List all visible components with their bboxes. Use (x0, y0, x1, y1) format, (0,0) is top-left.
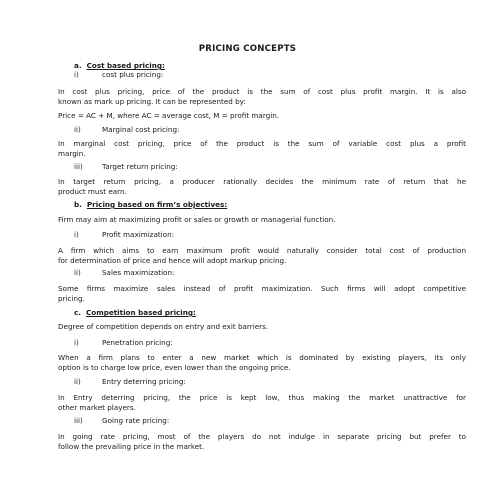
section-a-marker: a. (74, 61, 82, 70)
price-formula: Price = AC + M, where AC = average cost, M = profit margin. (58, 111, 280, 120)
item-b-ii-body-line-1: Some firms maximize sales instead of profit maximization. Such firms will adopt competitive (58, 284, 466, 293)
section-a-title: Cost based pricing: (86, 61, 165, 70)
item-c-iii-body-line-2: follow the prevailing price in the market. (58, 442, 205, 451)
item-a-i-label: cost plus pricing: (102, 70, 164, 79)
item-b-i-label: Profit maximization: (102, 230, 175, 239)
section-b-intro: Firm may aim at maximizing profit or sales or growth or managerial function. (58, 215, 336, 224)
item-c-i-label: Penetration pricing: (102, 338, 173, 347)
item-b-i-body-line-1: A firm which aims to earn maximum profit would naturally consider total cost of production (58, 246, 466, 255)
item-b-ii-label: Sales maximization: (102, 268, 175, 277)
item-c-iii-body-line-1: In going rate pricing, most of the players do not indulge in separate pricing but prefer to (58, 432, 466, 441)
item-a-iii-body-line-1: In target return pricing, a producer rationally decides the minimum rate of return that he (58, 177, 466, 186)
item-c-i-body-line-2: option is to charge low price, even lower than the ongoing price. (58, 363, 291, 372)
page-title: PRICING CONCEPTS (198, 44, 297, 54)
item-a-iii-number: iii) (74, 162, 83, 171)
item-c-iii-number: iii) (74, 416, 83, 425)
item-a-ii-label: Marginal cost pricing: (102, 125, 180, 134)
item-c-i-body-line-1: When a firm plans to enter a new market which is dominated by existing players, its only (58, 353, 466, 362)
item-b-i-body-line-2: for determination of price and hence will adopt markup pricing. (58, 256, 287, 265)
item-c-ii-body-line-1: In Entry deterring pricing, the price is kept low, thus making the market unattractive for (58, 393, 466, 402)
item-a-ii-body-line-2: margin. (58, 149, 86, 158)
item-c-i-number: i) (74, 338, 79, 347)
item-c-ii-number: ii) (74, 377, 81, 386)
item-a-iii-body-line-2: product must earn. (58, 187, 127, 196)
section-b-marker: b. (74, 200, 82, 209)
item-a-ii-number: ii) (74, 125, 81, 134)
item-a-ii-body-line-1: In marginal cost pricing, price of the product is the sum of variable cost plus a profit (58, 139, 466, 148)
item-a-i-body-line-1: In cost plus pricing, price of the product is the sum of cost plus profit margin. It is also (58, 87, 466, 96)
item-c-ii-label: Entry deterring pricing: (102, 377, 186, 386)
section-b-heading (74, 200, 227, 210)
item-a-iii-label: Target return pricing: (102, 162, 178, 171)
section-c-intro: Degree of competition depends on entry and exit barriers. (58, 322, 269, 331)
section-c-marker: c. (74, 308, 81, 317)
item-c-ii-body-line-2: other market players. (58, 403, 136, 412)
item-b-i-number: i) (74, 230, 79, 239)
item-a-i-number: i) (74, 70, 79, 79)
section-b-title: Pricing based on firm’s objectives: (86, 200, 228, 209)
item-b-ii-body-line-2: pricing. (58, 294, 85, 303)
item-b-ii-number: ii) (74, 268, 81, 277)
item-a-i-body-line-2: known as mark up pricing. It can be represented by: (58, 97, 246, 106)
section-c-title: Competition based pricing: (86, 308, 196, 317)
item-c-iii-label: Going rate pricing: (102, 416, 170, 425)
section-c-heading (74, 308, 196, 318)
